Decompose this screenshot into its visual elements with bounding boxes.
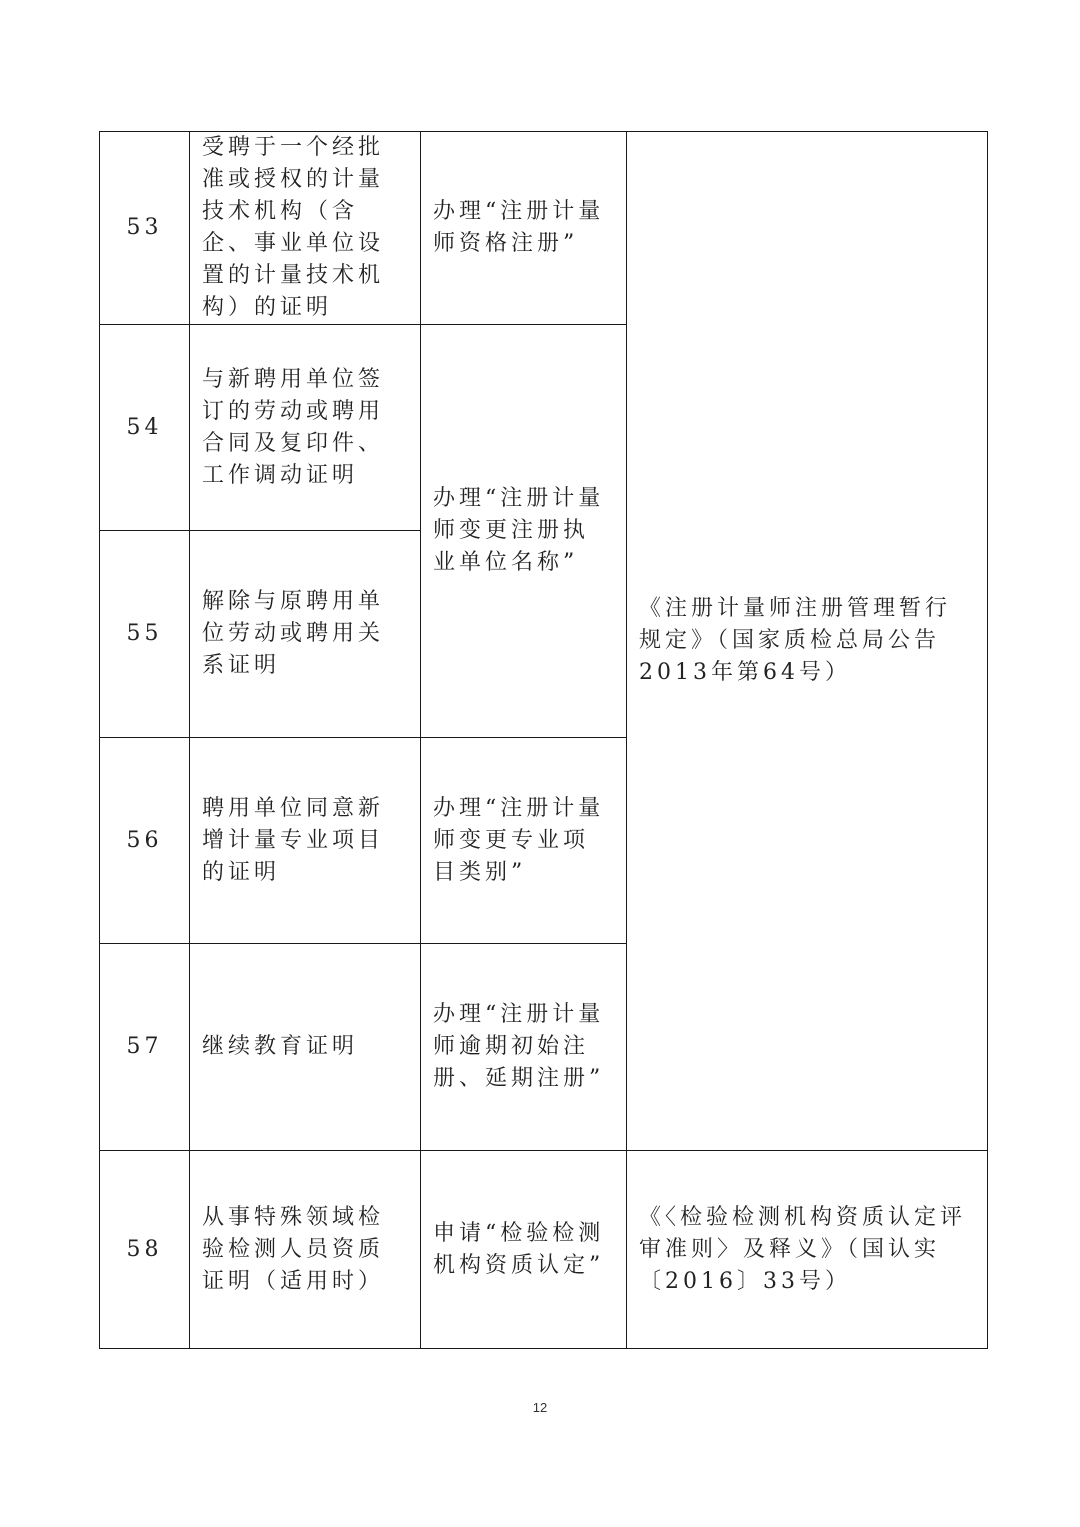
material-cell: 继续教育证明 [190, 944, 421, 1151]
purpose-cell: 申请“检验检测机构资质认定” [421, 1151, 627, 1349]
purpose-cell: 办理“注册计量师逾期初始注册、延期注册” [421, 944, 627, 1151]
purpose-cell: 办理“注册计量师变更注册执业单位名称” [421, 325, 627, 738]
material-cell: 受聘于一个经批准或授权的计量技术机构（含企、事业单位设置的计量技术机构）的证明 [190, 132, 421, 325]
row-number: 56 [100, 738, 190, 944]
row-number: 54 [100, 325, 190, 531]
material-cell: 从事特殊领域检验检测人员资质证明（适用时） [190, 1151, 421, 1349]
purpose-cell: 办理“注册计量师变更专业项目类别” [421, 738, 627, 944]
row-number: 53 [100, 132, 190, 325]
material-cell: 与新聘用单位签订的劳动或聘用合同及复印件、工作调动证明 [190, 325, 421, 531]
row-number: 58 [100, 1151, 190, 1349]
material-cell: 聘用单位同意新增计量专业项目的证明 [190, 738, 421, 944]
row-number: 57 [100, 944, 190, 1151]
evidence-table [99, 131, 988, 1349]
row-number: 55 [100, 531, 190, 738]
page-number: 12 [532, 1400, 548, 1415]
table-row [100, 132, 988, 325]
legal-basis-cell: 《〈检验检测机构资质认定评审准则〉及释义》（国认实〔2016〕33号） [627, 1151, 988, 1349]
legal-basis-cell: 《注册计量师注册管理暂行规定》（国家质检总局公告 2013年第64号） [627, 132, 988, 1151]
purpose-cell: 办理“注册计量师资格注册” [421, 132, 627, 325]
material-cell: 解除与原聘用单位劳动或聘用关系证明 [190, 531, 421, 738]
table-row [100, 1151, 988, 1349]
